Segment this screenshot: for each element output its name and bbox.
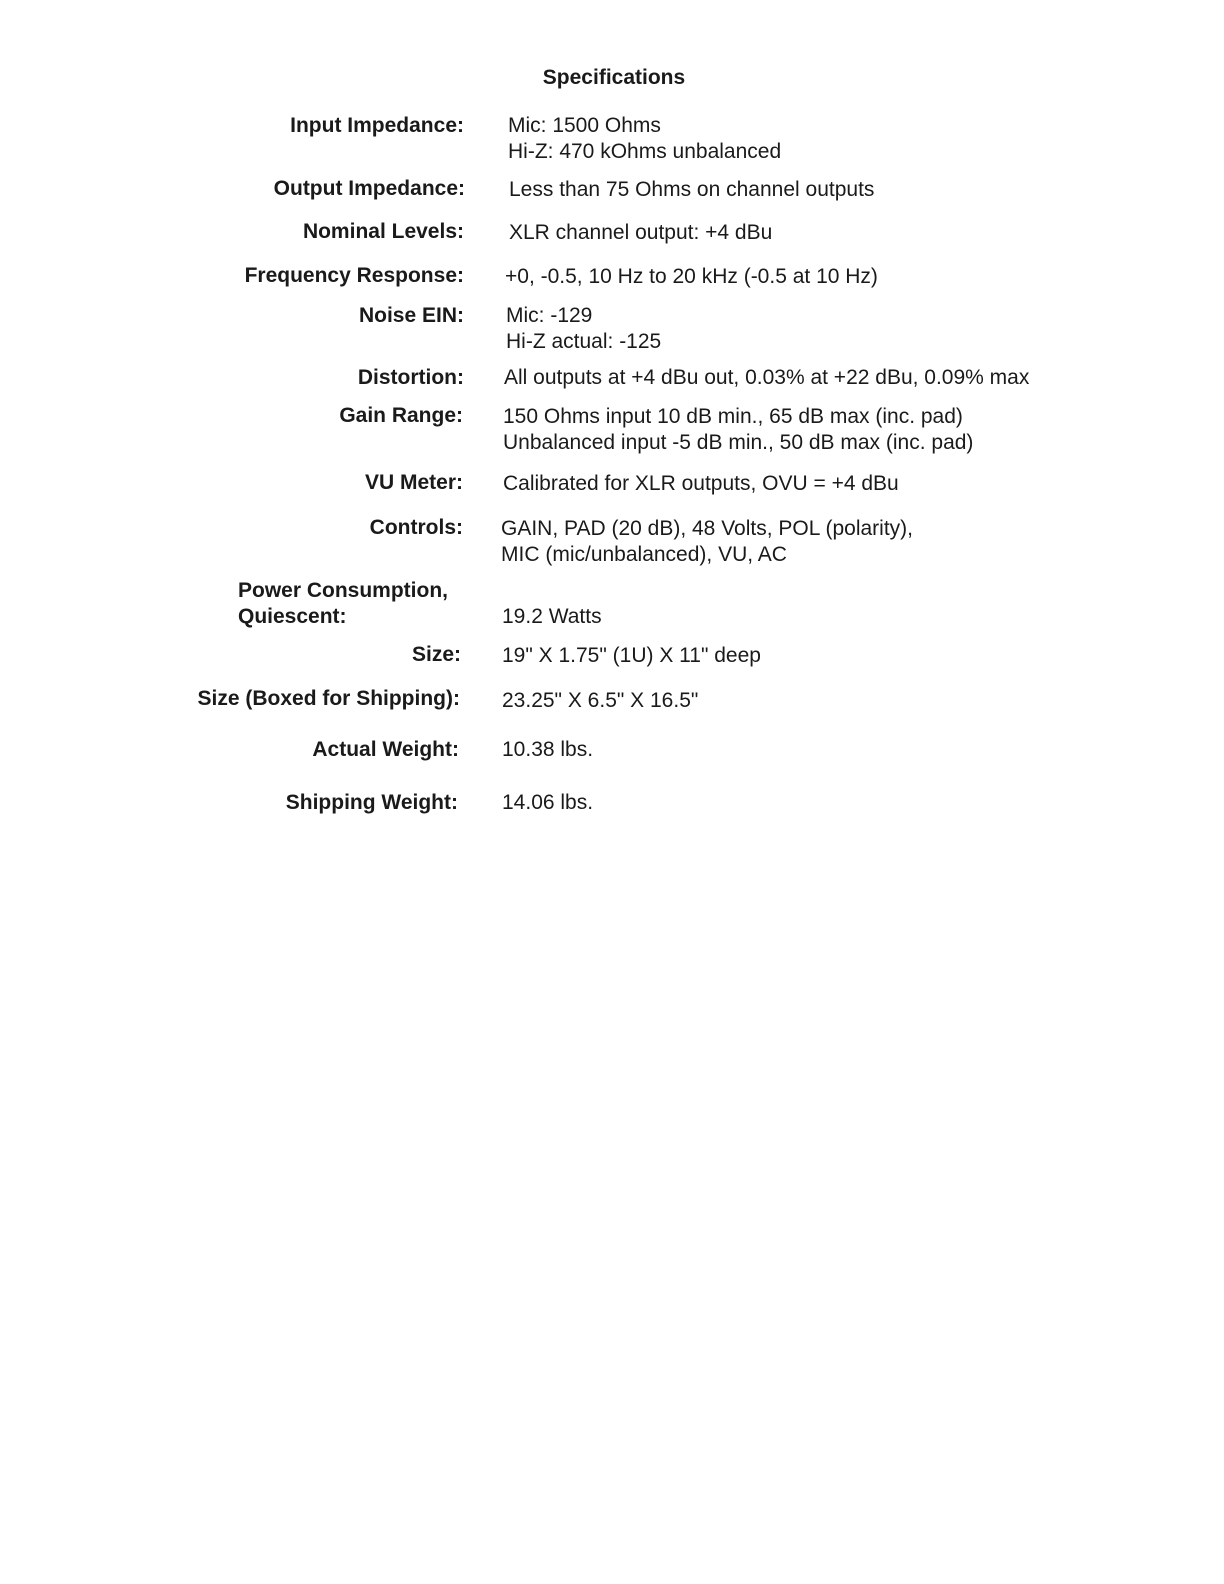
spec-value-gain-range bbox=[503, 404, 973, 456]
spec-value-noise-ein bbox=[506, 303, 661, 355]
spec-value-power-consumption bbox=[502, 604, 602, 630]
spec-value-line: 23.25" X 6.5" X 16.5" bbox=[502, 689, 699, 712]
spec-value-line: 150 Ohms input 10 dB min., 65 dB max (inc. pad) bbox=[503, 405, 963, 428]
spec-value-input-impedance bbox=[508, 113, 781, 165]
spec-label-size-boxed: Size (Boxed for Shipping): bbox=[197, 687, 460, 710]
spec-label-output-impedance: Output Impedance: bbox=[273, 177, 465, 200]
spec-value-line: 14.06 lbs. bbox=[502, 791, 594, 814]
spec-label-size: Size: bbox=[411, 643, 461, 666]
spec-value-line: Calibrated for XLR outputs, OVU = +4 dBu bbox=[503, 472, 899, 495]
spec-label-input-impedance: Input Impedance: bbox=[290, 114, 464, 137]
spec-value-line: Mic: -129 bbox=[506, 304, 593, 327]
spec-label-gain-range: Gain Range: bbox=[339, 404, 463, 427]
spec-value-size bbox=[502, 643, 761, 669]
spec-value-line: All outputs at +4 dBu out, 0.03% at +22 dBu, 0.09% max bbox=[504, 366, 1030, 389]
spec-label-nominal-levels: Nominal Levels: bbox=[302, 220, 464, 243]
spec-label-frequency-response: Frequency Response: bbox=[244, 264, 464, 287]
spec-label-shipping-weight: Shipping Weight: bbox=[285, 791, 458, 814]
spec-value-line: MIC (mic/unbalanced), VU, AC bbox=[501, 543, 787, 566]
spec-label-distortion: Distortion: bbox=[357, 366, 464, 389]
spec-value-controls bbox=[501, 516, 913, 568]
spec-label-controls: Controls: bbox=[369, 516, 463, 539]
spec-value-line: +0, -0.5, 10 Hz to 20 kHz (-0.5 at 10 Hz) bbox=[505, 265, 878, 288]
spec-value-nominal-levels bbox=[509, 220, 772, 246]
spec-value-distortion bbox=[504, 365, 1029, 391]
spec-value-line: Unbalanced input -5 dB min., 50 dB max (inc. pad) bbox=[503, 431, 974, 454]
spec-label-noise-ein: Noise EIN: bbox=[358, 304, 464, 327]
spec-value-frequency-response bbox=[505, 264, 878, 290]
spec-value-line: XLR channel output: +4 dBu bbox=[509, 221, 773, 244]
spec-value-line: 19" X 1.75" (1U) X 11" deep bbox=[502, 644, 761, 667]
spec-value-size-boxed bbox=[502, 688, 698, 714]
spec-value-line: GAIN, PAD (20 dB), 48 Volts, POL (polarity), bbox=[501, 517, 913, 540]
spec-value-shipping-weight bbox=[502, 790, 593, 816]
spec-value-actual-weight bbox=[502, 737, 593, 763]
spec-label-line: Power Consumption, bbox=[238, 579, 448, 602]
spec-value-vu-meter bbox=[503, 471, 899, 497]
spec-label-actual-weight: Actual Weight: bbox=[312, 738, 459, 761]
spec-value-output-impedance bbox=[509, 177, 874, 203]
spec-value-line: Mic: 1500 Ohms bbox=[508, 114, 661, 137]
spec-value-line: Hi-Z actual: -125 bbox=[506, 330, 662, 353]
spec-label-vu-meter: VU Meter: bbox=[364, 471, 463, 494]
spec-value-line: Hi-Z: 470 kOhms unbalanced bbox=[508, 140, 782, 163]
spec-value-line: 10.38 lbs. bbox=[502, 738, 594, 761]
spec-label-power-consumption bbox=[238, 578, 448, 630]
spec-value-line: 19.2 Watts bbox=[502, 605, 602, 628]
spec-value-line: Less than 75 Ohms on channel outputs bbox=[509, 178, 875, 201]
spec-label-line: Quiescent: bbox=[238, 605, 347, 628]
page-title: Specifications bbox=[542, 66, 686, 89]
